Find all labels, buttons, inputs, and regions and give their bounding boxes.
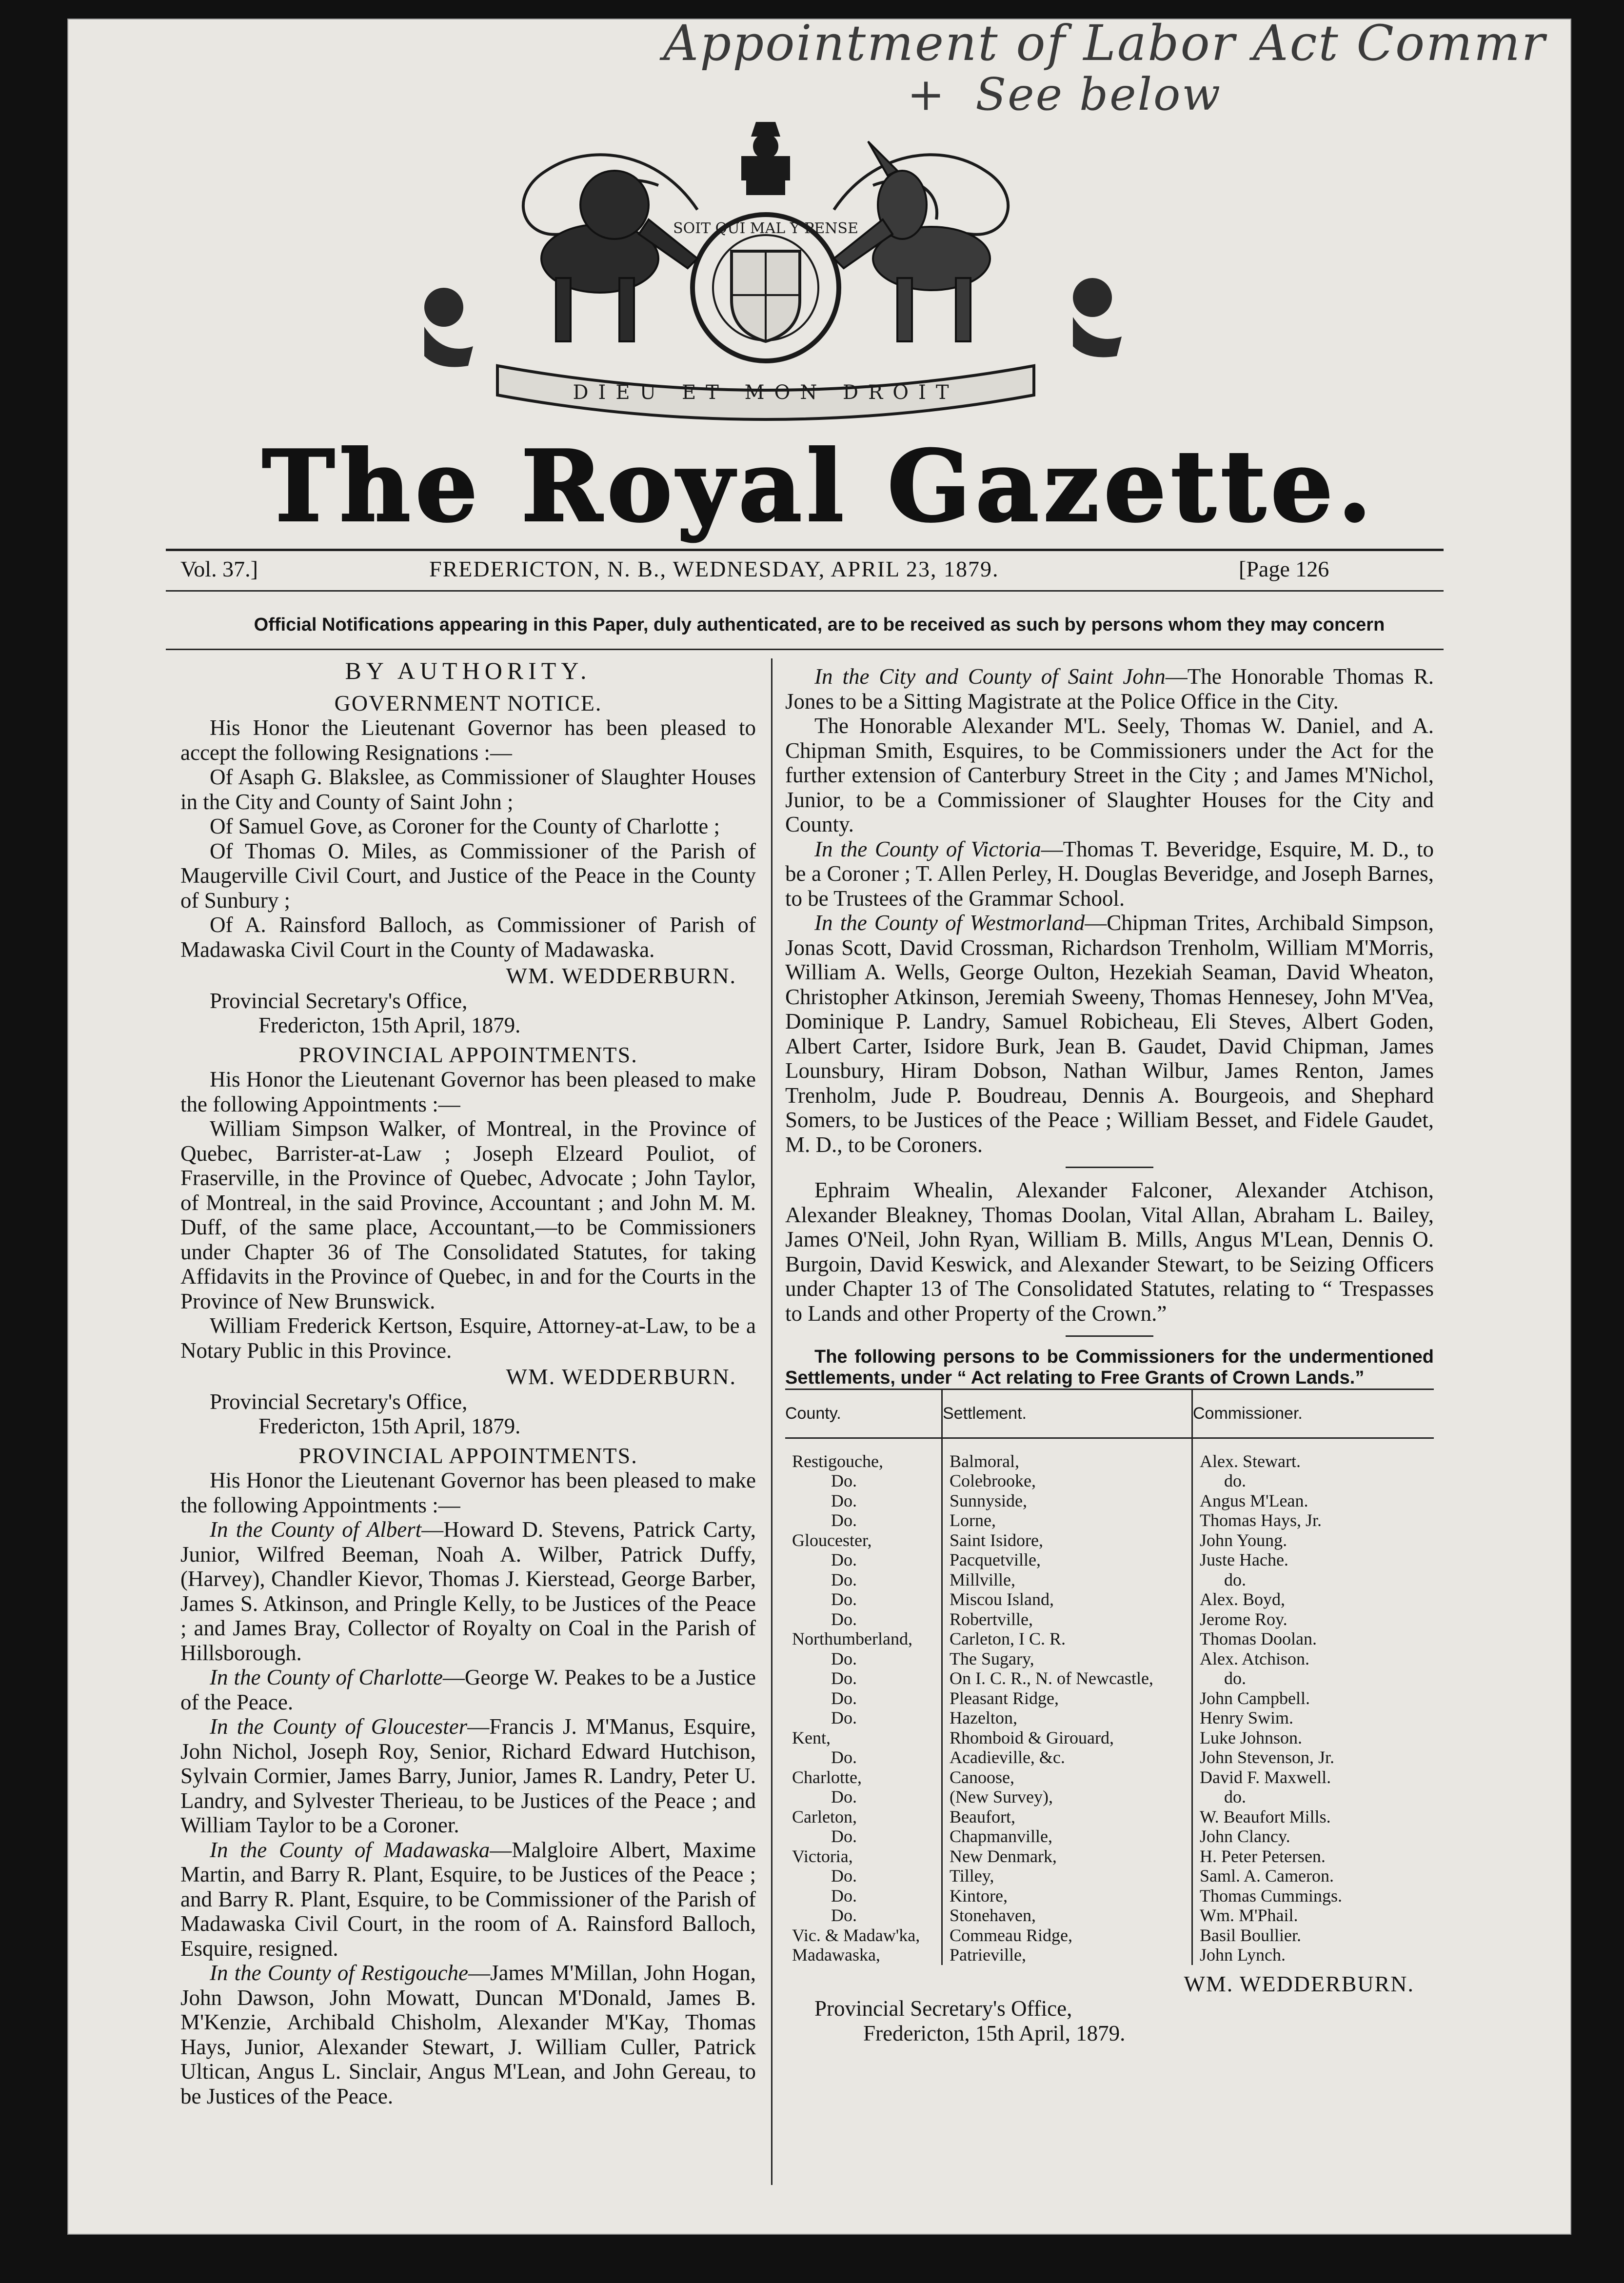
cell-settlement-text: Chapmanville, xyxy=(950,1826,1052,1846)
cell-county-text: Charlotte, xyxy=(792,1767,862,1787)
page-number: [Page 126 xyxy=(1239,556,1329,581)
cell-county-text: Do. xyxy=(831,1569,857,1589)
table-row xyxy=(785,1846,1434,1866)
handwritten-annotation-line1: Appointment of Labor Act Commr xyxy=(663,20,1546,72)
cell-county-text: Victoria, xyxy=(792,1846,853,1866)
cell-county-text: Northumberland, xyxy=(792,1629,912,1648)
cell-settlement xyxy=(942,1906,1192,1926)
county-appointment: In the County of Madawaska—Malgloire Albert, Maxime Martin, and Barry R. Plant, Esquire, to be Justices of the Peace ; and Barry R. Plant, Esquire, to be Commissioner of the Parish of Madawaska Civil Court, in the room of A. Rainsford Balloch, Esquire, resigned. xyxy=(180,1837,756,1961)
cell-county xyxy=(785,1747,942,1767)
cell-commissioner-text: Henry Swim. xyxy=(1200,1708,1293,1727)
cell-commissioner-text: do. xyxy=(1224,1569,1246,1589)
column-header-settlement: Settlement. xyxy=(942,1390,1192,1438)
table-row xyxy=(785,1570,1434,1590)
table-row xyxy=(785,1945,1434,1965)
table-row xyxy=(785,1688,1434,1708)
office-line: Provincial Secretary's Office, xyxy=(210,1389,468,1414)
cell-county xyxy=(785,1471,942,1491)
gazette-page xyxy=(68,20,1570,2234)
cell-commissioner xyxy=(1192,1491,1434,1511)
cell-commissioner xyxy=(1192,1688,1434,1708)
cell-commissioner-text: H. Peter Petersen. xyxy=(1200,1846,1326,1866)
table-row xyxy=(785,1649,1434,1669)
cell-county xyxy=(785,1609,942,1629)
cell-settlement xyxy=(942,1570,1192,1590)
cell-county-text: Gloucester, xyxy=(792,1530,872,1550)
cell-settlement xyxy=(942,1649,1192,1669)
cell-county-text: Do. xyxy=(831,1886,857,1906)
cell-county xyxy=(785,1491,942,1511)
table-row xyxy=(785,1826,1434,1846)
cell-settlement-text: Kintore, xyxy=(950,1886,1008,1906)
cell-county xyxy=(785,1866,942,1886)
cell-commissioner-text: Basil Boullier. xyxy=(1200,1925,1302,1945)
cell-commissioner xyxy=(1192,1649,1434,1669)
cell-county-text: Do. xyxy=(831,1589,857,1609)
cell-settlement-text: Rhomboid & Girouard, xyxy=(950,1727,1114,1747)
cell-commissioner-text: Luke Johnson. xyxy=(1200,1727,1302,1747)
county-appointment: In the County of Victoria—Thomas T. Beveridge, Esquire, M. D., to be a Coroner ; T. Allen Perley, H. Douglas Beveridge, and Joseph Barnes, to be Trustees of the Grammar School. xyxy=(785,836,1434,911)
cell-commissioner xyxy=(1192,1906,1434,1926)
appointments-intro: His Honor the Lieutenant Governor has been pleased to make the following Appointments :— xyxy=(180,1067,756,1116)
resignation-item: Of Samuel Gove, as Coroner for the County of Charlotte ; xyxy=(210,814,720,838)
cell-settlement-text: On I. C. R., N. of Newcastle, xyxy=(950,1668,1153,1688)
cell-settlement-text: Tilley, xyxy=(950,1866,994,1886)
cell-settlement-text: Patrieville, xyxy=(950,1945,1026,1965)
date-line: Fredericton, 15th April, 1879. xyxy=(258,1414,521,1438)
cell-county xyxy=(785,1570,942,1590)
ribbon-motto: DIEU ET MON DROIT xyxy=(573,381,959,404)
cell-county-text: Do. xyxy=(831,1510,857,1530)
cell-commissioner xyxy=(1192,1926,1434,1946)
cell-county-text: Vic. & Madaw'ka, xyxy=(792,1925,920,1945)
cell-county-text: Do. xyxy=(831,1668,857,1688)
cell-settlement xyxy=(942,1438,1192,1471)
table-row xyxy=(785,1787,1434,1807)
cell-county-text: Do. xyxy=(831,1648,857,1668)
government-notice-intro: His Honor the Lieutenant Governor has been pleased to accept the following Resignations :— xyxy=(180,715,756,765)
cell-settlement-text: Carleton, I C. R. xyxy=(950,1629,1066,1648)
cell-settlement-text: Pacquetville, xyxy=(950,1550,1041,1569)
cell-commissioner-text: Angus M'Lean. xyxy=(1200,1490,1308,1510)
cell-county-text: Do. xyxy=(831,1550,857,1569)
cell-county xyxy=(785,1550,942,1570)
cell-commissioner-text: do. xyxy=(1224,1668,1246,1688)
cell-county-text: Do. xyxy=(831,1609,857,1629)
settlements-table xyxy=(785,1389,1434,1965)
county-appointment: In the City and County of Saint John—The Honorable Thomas R. Jones to be a Sitting Magistrate at the Police Office in the City. xyxy=(785,664,1434,714)
cell-commissioner-text: David F. Maxwell. xyxy=(1200,1767,1331,1787)
cell-county-text: Do. xyxy=(831,1490,857,1510)
office-line: Provincial Secretary's Office, xyxy=(814,1996,1072,2021)
table-header-row xyxy=(785,1390,1434,1438)
cell-settlement xyxy=(942,1609,1192,1629)
cell-settlement xyxy=(942,1846,1192,1866)
cell-commissioner xyxy=(1192,1866,1434,1886)
table-row xyxy=(785,1807,1434,1827)
table-row xyxy=(785,1530,1434,1550)
cell-settlement xyxy=(942,1945,1192,1965)
cell-settlement-text: Hazelton, xyxy=(950,1708,1017,1727)
cell-settlement-text: Commeau Ridge, xyxy=(950,1925,1072,1945)
cell-county-text: Restigouche, xyxy=(792,1451,883,1471)
cell-settlement xyxy=(942,1629,1192,1649)
county-appointment: In the County of Albert—Howard D. Stevens, Patrick Carty, Junior, Wilfred Beeman, Noah A. Wilber, Patrick Duffy, (Harvey), Chandler Kievor, Thomas J. Kierstead, George Barber, James S. Atkinson, and Pringle Kelly, to be Justices of the Peace ; and James Bray, Collector of Royalty on Coal in the Parish of Hillsborough. xyxy=(180,1517,756,1665)
cell-county-text: Do. xyxy=(831,1688,857,1708)
cell-county-text: Do. xyxy=(831,1747,857,1767)
cell-settlement xyxy=(942,1787,1192,1807)
cell-settlement xyxy=(942,1708,1192,1728)
cell-commissioner xyxy=(1192,1471,1434,1491)
cell-county-text: Madawaska, xyxy=(792,1945,880,1965)
resignation-item: Of Thomas O. Miles, as Commissioner of the Parish of Maugerville Civil Court, and Justice of the Peace in the County of Sunbury ; xyxy=(180,838,756,913)
masthead-rule-bottom xyxy=(166,590,1444,592)
cell-commissioner-text: Alex. Stewart. xyxy=(1200,1451,1301,1471)
resignation-item: Of Asaph G. Blakslee, as Commissioner of Slaughter Houses in the City and County of Saint John ; xyxy=(180,765,756,814)
cell-commissioner-text: do. xyxy=(1224,1787,1246,1807)
cell-commissioner xyxy=(1192,1807,1434,1827)
cell-settlement xyxy=(942,1471,1192,1491)
signature: WM. WEDDERBURN. xyxy=(506,1364,736,1389)
cell-settlement-text: Sunnyside, xyxy=(950,1490,1028,1510)
garter-motto: SOIT QUI MAL Y PENSE xyxy=(673,220,858,237)
cell-commissioner xyxy=(1192,1438,1434,1471)
cell-county-text: Do. xyxy=(831,1906,857,1925)
cell-commissioner-text: Thomas Cummings. xyxy=(1200,1886,1343,1906)
table-row xyxy=(785,1866,1434,1886)
table-row xyxy=(785,1491,1434,1511)
appointments-heading: PROVINCIAL APPOINTMENTS. xyxy=(298,1443,638,1468)
cell-commissioner-text: W. Beaufort Mills. xyxy=(1200,1807,1331,1826)
table-row xyxy=(785,1728,1434,1748)
column-header-county: County. xyxy=(785,1390,942,1438)
cell-settlement xyxy=(942,1826,1192,1846)
cell-commissioner xyxy=(1192,1510,1434,1530)
cell-settlement xyxy=(942,1807,1192,1827)
section-rule xyxy=(1066,1335,1153,1337)
cell-settlement xyxy=(942,1589,1192,1609)
cell-county-text: Do. xyxy=(831,1787,857,1807)
cell-commissioner xyxy=(1192,1747,1434,1767)
cell-county xyxy=(785,1708,942,1728)
cell-county xyxy=(785,1846,942,1866)
cell-commissioner xyxy=(1192,1708,1434,1728)
table-row xyxy=(785,1668,1434,1688)
appointments-heading: PROVINCIAL APPOINTMENTS. xyxy=(298,1042,638,1067)
resignation-item: Of A. Rainsford Balloch, as Commissioner of Parish of Madawaska Civil Court in the County of Madawaska. xyxy=(180,913,756,962)
table-row xyxy=(785,1589,1434,1609)
county-appointment: The Honorable Alexander M'L. Seely, Thomas W. Daniel, and A. Chipman Smith, Esquires, to be Commissioners under the Act for the further extension of Canterbury Street in the City ; and James M'Nichol, Junior, to be a Commissioner of Slaughter Houses for the City and County. xyxy=(785,714,1434,836)
cell-commissioner-text: John Campbell. xyxy=(1200,1688,1310,1708)
signature: WM. WEDDERBURN. xyxy=(1184,1971,1414,1996)
table-row xyxy=(785,1747,1434,1767)
cell-county xyxy=(785,1826,942,1846)
cell-settlement-text: Beaufort, xyxy=(950,1807,1015,1826)
cell-settlement xyxy=(942,1728,1192,1748)
appointment-paragraph: William Simpson Walker, of Montreal, in the Province of Quebec, Barrister-at-Law ; Joseph Elzeard Pouliot, of Fraserville, in the Province of Quebec, Advocate ; John Taylor, of Montreal, in the said Province, Accountant ; and John M. M. Duff, of the same place, Accountant,—to be Commissioners under Chapter 36 of The Consolidated Statutes, for taking Affidavits in the Province of Quebec, in and for the Courts in the Province of New Brunswick. xyxy=(180,1116,756,1313)
cell-county xyxy=(785,1807,942,1827)
cell-commissioner xyxy=(1192,1767,1434,1787)
date-line: Fredericton, 15th April, 1879. xyxy=(258,1013,521,1037)
cell-settlement xyxy=(942,1866,1192,1886)
right-column xyxy=(785,664,1434,2050)
cell-commissioner xyxy=(1192,1629,1434,1649)
settlements-table-body xyxy=(785,1438,1434,1965)
cell-county-text: Carleton, xyxy=(792,1807,857,1826)
cell-county xyxy=(785,1649,942,1669)
column-divider xyxy=(771,658,772,2185)
handwritten-annotation-line2: + See below xyxy=(907,68,1222,120)
cell-settlement-text: Canoose, xyxy=(950,1767,1014,1787)
appointment-paragraph: William Frederick Kertson, Esquire, Attorney-at-Law, to be a Notary Public in this Province. xyxy=(180,1313,756,1363)
county-appointment: In the County of Gloucester—Francis J. M'Manus, Esquire, John Nichol, Joseph Roy, Senior, Richard Edward Hutchison, Sylvain Cormier, James Barry, Junior, James R. Landry, Peter U. Landry, and Sylvester Therieau, to be Justices of the Peace ; and William Taylor to be a Coroner. xyxy=(180,1714,756,1837)
cell-settlement-text: The Sugary, xyxy=(950,1648,1034,1668)
table-row xyxy=(785,1886,1434,1906)
cell-commissioner xyxy=(1192,1530,1434,1550)
cell-commissioner xyxy=(1192,1728,1434,1748)
cell-county-text: Do. xyxy=(831,1708,857,1727)
cell-commissioner-text: John Stevenson, Jr. xyxy=(1200,1747,1335,1767)
masthead-title: The Royal Gazette. xyxy=(262,429,1377,544)
cell-county xyxy=(785,1926,942,1946)
cell-settlement xyxy=(942,1747,1192,1767)
cell-settlement-text: New Denmark, xyxy=(950,1846,1057,1866)
cell-county xyxy=(785,1629,942,1649)
cell-county xyxy=(785,1728,942,1748)
cell-settlement-text: Saint Isidore, xyxy=(950,1530,1043,1550)
cell-settlement xyxy=(942,1688,1192,1708)
cell-county xyxy=(785,1668,942,1688)
government-notice-heading: GOVERNMENT NOTICE. xyxy=(334,690,602,715)
cell-county-text: Do. xyxy=(831,1471,857,1490)
table-row xyxy=(785,1708,1434,1728)
cell-commissioner xyxy=(1192,1826,1434,1846)
county-appointment: In the County of Charlotte—George W. Peakes to be a Justice of the Peace. xyxy=(180,1665,756,1714)
cell-commissioner-text: Alex. Boyd, xyxy=(1200,1589,1285,1609)
cell-county-text: Kent, xyxy=(792,1727,831,1747)
cell-commissioner-text: John Clancy. xyxy=(1200,1826,1290,1846)
date-line: Fredericton, 15th April, 1879. xyxy=(863,2021,1126,2045)
table-row xyxy=(785,1510,1434,1530)
cell-county xyxy=(785,1510,942,1530)
royal-coat-of-arms-icon xyxy=(385,112,1146,424)
cell-settlement xyxy=(942,1550,1192,1570)
by-authority-heading: BY AUTHORITY. xyxy=(345,657,592,684)
cell-settlement xyxy=(942,1767,1192,1787)
section-rule xyxy=(1066,1167,1153,1168)
cell-settlement xyxy=(942,1668,1192,1688)
cell-county xyxy=(785,1787,942,1807)
table-row xyxy=(785,1906,1434,1926)
volume-number: Vol. 37.] xyxy=(180,556,258,581)
cell-county xyxy=(785,1688,942,1708)
cell-settlement xyxy=(942,1530,1192,1550)
cell-county xyxy=(785,1886,942,1906)
cell-commissioner-text: Juste Hache. xyxy=(1200,1550,1288,1569)
county-appointment: In the County of Restigouche—James M'Millan, John Hogan, John Dawson, John Mowatt, Duncan M'Donald, James B. M'Kenzie, Archibald Chisholm, Alexander M'Kay, Thomas Hays, Junior, Alexander Stewart, J. William Culler, Patrick Ultican, Angus L. Sinclair, Angus M'Lean, and John Gereau, to be Justices of the Peace. xyxy=(180,1961,756,2108)
column-header-commissioner: Commissioner. xyxy=(1192,1390,1434,1438)
cell-settlement-text: Stonehaven, xyxy=(950,1906,1036,1925)
cell-settlement-text: Colebrooke, xyxy=(950,1471,1036,1490)
cell-commissioner xyxy=(1192,1787,1434,1807)
table-row xyxy=(785,1471,1434,1491)
left-column xyxy=(180,658,756,2108)
cell-county xyxy=(785,1767,942,1787)
table-row xyxy=(785,1550,1434,1570)
county-appointment: In the County of Westmorland—Chipman Trites, Archibald Simpson, Jonas Scott, David Crossman, Richardson Trenholm, William M'Morris, William A. Wells, George Oulton, Hezekiah Seaman, David Wheaton, Christopher Atkinson, Jeremiah Sweeny, Thomas Hennesey, John M'Vea, Dominique P. Landry, Samuel Robicheau, Eli Steves, Albert Goden, Albert Carter, Isidore Burk, Jean B. Gaudet, David Chipman, James Lounsbury, Hiram Dobson, Nathan Wilbur, James Renton, James Trenholm, Jude P. Boudreau, Dennis A. Bourgeois, and Shephard Somers, to be Justices of the Peace ; William Besset, and Fidele Gaudet, M. D., to be Coroners. xyxy=(785,911,1434,1157)
table-row xyxy=(785,1438,1434,1471)
cell-commissioner xyxy=(1192,1945,1434,1965)
table-row xyxy=(785,1629,1434,1649)
notice-rule xyxy=(166,649,1444,650)
cell-settlement-text: Miscou Island, xyxy=(950,1589,1054,1609)
office-line: Provincial Secretary's Office, xyxy=(210,988,468,1013)
cell-settlement xyxy=(942,1510,1192,1530)
table-row xyxy=(785,1767,1434,1787)
commissioners-intro: The following persons to be Commissioners for the undermentioned Settlements, under “ Act relating to Free Grants of Crown Lands.” xyxy=(785,1347,1434,1388)
cell-commissioner-text: Wm. M'Phail. xyxy=(1200,1906,1298,1925)
cell-county xyxy=(785,1906,942,1926)
cell-commissioner xyxy=(1192,1570,1434,1590)
cell-commissioner-text: Jerome Roy. xyxy=(1200,1609,1287,1629)
cell-settlement xyxy=(942,1886,1192,1906)
cell-settlement-text: Robertville, xyxy=(950,1609,1033,1629)
cell-settlement xyxy=(942,1491,1192,1511)
cell-settlement-text: Pleasant Ridge, xyxy=(950,1688,1059,1708)
cell-settlement-text: (New Survey), xyxy=(950,1787,1053,1807)
cell-county xyxy=(785,1530,942,1550)
masthead-rule-top xyxy=(166,549,1444,551)
seizing-officers-paragraph: Ephraim Whealin, Alexander Falconer, Alexander Atchison, Alexander Bleakney, Thomas Doolan, Vital Allan, Abraham L. Bailey, James O'Neil, John Ryan, William B. Mills, Angus M'Lean, Dennis O. Burgoin, David Keswick, and Alexander Stewart, to be Seizing Officers under Chapter 13 of The Consolidated Statutes, relating to “ Trespasses to Lands and other Property of the Crown.” xyxy=(785,1178,1434,1326)
cell-county xyxy=(785,1438,942,1471)
cell-commissioner-text: Alex. Atchison. xyxy=(1200,1648,1309,1668)
table-row xyxy=(785,1926,1434,1946)
cell-commissioner xyxy=(1192,1846,1434,1866)
cell-commissioner-text: Thomas Hays, Jr. xyxy=(1200,1510,1322,1530)
cell-commissioner xyxy=(1192,1886,1434,1906)
cell-settlement-text: Balmoral, xyxy=(950,1451,1019,1471)
cell-commissioner-text: do. xyxy=(1224,1471,1246,1490)
table-row xyxy=(785,1609,1434,1629)
cell-settlement-text: Lorne, xyxy=(950,1510,996,1530)
cell-county xyxy=(785,1589,942,1609)
signature: WM. WEDDERBURN. xyxy=(506,963,736,988)
cell-settlement xyxy=(942,1926,1192,1946)
cell-commissioner-text: Saml. A. Cameron. xyxy=(1200,1866,1334,1886)
official-notice-line: Official Notifications appearing in this Paper, duly authenticated, are to be received as such by persons whom they may concern xyxy=(254,615,1385,635)
cell-commissioner xyxy=(1192,1609,1434,1629)
cell-commissioner-text: John Young. xyxy=(1200,1530,1287,1550)
cell-county xyxy=(785,1945,942,1965)
cell-commissioner xyxy=(1192,1668,1434,1688)
cell-commissioner-text: Thomas Doolan. xyxy=(1200,1629,1317,1648)
cell-commissioner-text: John Lynch. xyxy=(1200,1945,1286,1965)
cell-commissioner xyxy=(1192,1589,1434,1609)
place-and-date: FREDERICTON, N. B., WEDNESDAY, APRIL 23, 1879. xyxy=(429,556,999,581)
cell-county-text: Do. xyxy=(831,1826,857,1846)
appointments-intro: His Honor the Lieutenant Governor has been pleased to make the following Appointments :— xyxy=(180,1468,756,1517)
cell-county-text: Do. xyxy=(831,1866,857,1886)
cell-settlement-text: Millville, xyxy=(950,1569,1015,1589)
cell-commissioner xyxy=(1192,1550,1434,1570)
cell-settlement-text: Acadieville, &c. xyxy=(950,1747,1065,1767)
